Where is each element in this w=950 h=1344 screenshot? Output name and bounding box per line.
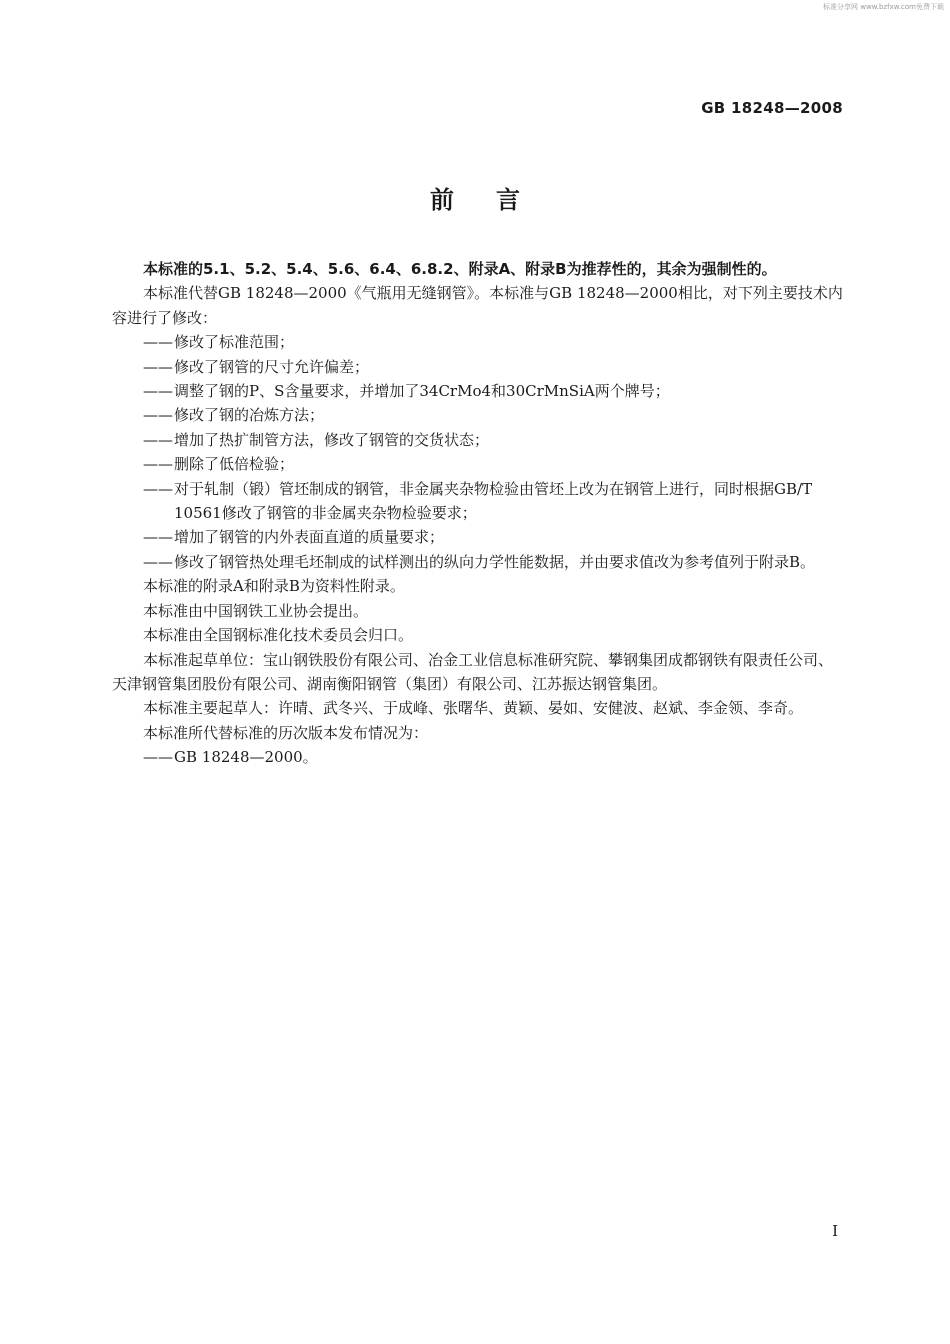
- change-item-text: 修改了钢管热处理毛坯制成的试样测出的纵向力学性能数据，并由要求值改为参考值列于附录B。: [174, 552, 816, 571]
- dash: ——: [143, 479, 173, 498]
- change-item-text: 增加了热扩制管方法，修改了钢管的交货状态；: [174, 430, 490, 449]
- dash: ——: [143, 333, 173, 352]
- dash: ——: [143, 748, 173, 767]
- dash: ——: [143, 357, 173, 376]
- version-history-intro: 本标准所代替标准的历次版本发布情况为：: [143, 723, 429, 742]
- replacement-statement: 本标准代替GB 18248—2000《气瓶用无缝钢管》。本标准与GB 18248—2000相比，对下列主要技术内容进行了修改：: [112, 284, 843, 327]
- drafters: 本标准主要起草人：许晴、武冬兴、于成峰、张曙华、黄颖、晏如、安健波、赵斌、李金领、李奇。: [143, 699, 804, 718]
- version-history-item: [112, 745, 847, 769]
- dash: ——: [143, 552, 173, 571]
- change-item: [112, 379, 847, 403]
- dash: ——: [143, 382, 173, 401]
- proposer-statement: 本标准由中国钢铁工业协会提出。: [143, 601, 369, 620]
- mandatory-statement: 本标准的5.1、5.2、5.4、5.6、6.4、6.8.2、附录A、附录B为推荐性的，其余为强制性的。: [143, 260, 777, 278]
- dash: ——: [143, 455, 173, 474]
- page-number: I: [832, 1222, 838, 1240]
- watermark: 标准分享网 www.bzfxw.com免费下载: [823, 3, 944, 11]
- drafting-organizations: 本标准起草单位：宝山钢铁股份有限公司、冶金工业信息标准研究院、攀钢集团成都钢铁有限责任公司、天津钢管集团股份有限公司、湖南衡阳钢管（集团）有限公司、江苏振达钢管集团。: [112, 650, 834, 693]
- change-item: [112, 330, 847, 354]
- foreword-body: [112, 257, 847, 770]
- change-item-text: 增加了钢管的内外表面直道的质量要求；: [174, 528, 445, 547]
- change-item: [112, 550, 847, 574]
- dash: ——: [143, 406, 173, 425]
- change-item-text: 修改了钢的冶炼方法；: [174, 406, 325, 425]
- committee-statement: 本标准由全国钢标准化技术委员会归口。: [143, 626, 414, 645]
- standard-number: GB 18248—2008: [701, 99, 843, 117]
- change-item-text: 修改了钢管的尺寸允许偏差；: [174, 357, 370, 376]
- change-item: [112, 477, 847, 526]
- change-item-text: 删除了低倍检验；: [174, 455, 295, 474]
- change-item: [112, 452, 847, 476]
- dash: ——: [143, 430, 173, 449]
- change-item-text: 对于轧制（锻）管坯制成的钢管，非金属夹杂物检验由管坯上改为在钢管上进行，同时根据GB/T 10561修改了钢管的非金属夹杂物检验要求；: [174, 479, 813, 523]
- change-item: [112, 355, 847, 379]
- dash: ——: [143, 528, 173, 547]
- change-item-text: 修改了标准范围；: [174, 333, 295, 352]
- informative-annex-note: 本标准的附录A和附录B为资料性附录。: [143, 577, 405, 596]
- version-history-text: GB 18248—2000。: [174, 748, 318, 767]
- page-title: 前言: [430, 186, 562, 214]
- change-item: [112, 525, 847, 549]
- change-item-text: 调整了钢的P、S含量要求，并增加了34CrMo4和30CrMnSiA两个牌号；: [174, 382, 670, 401]
- change-item: [112, 428, 847, 452]
- change-item: [112, 403, 847, 427]
